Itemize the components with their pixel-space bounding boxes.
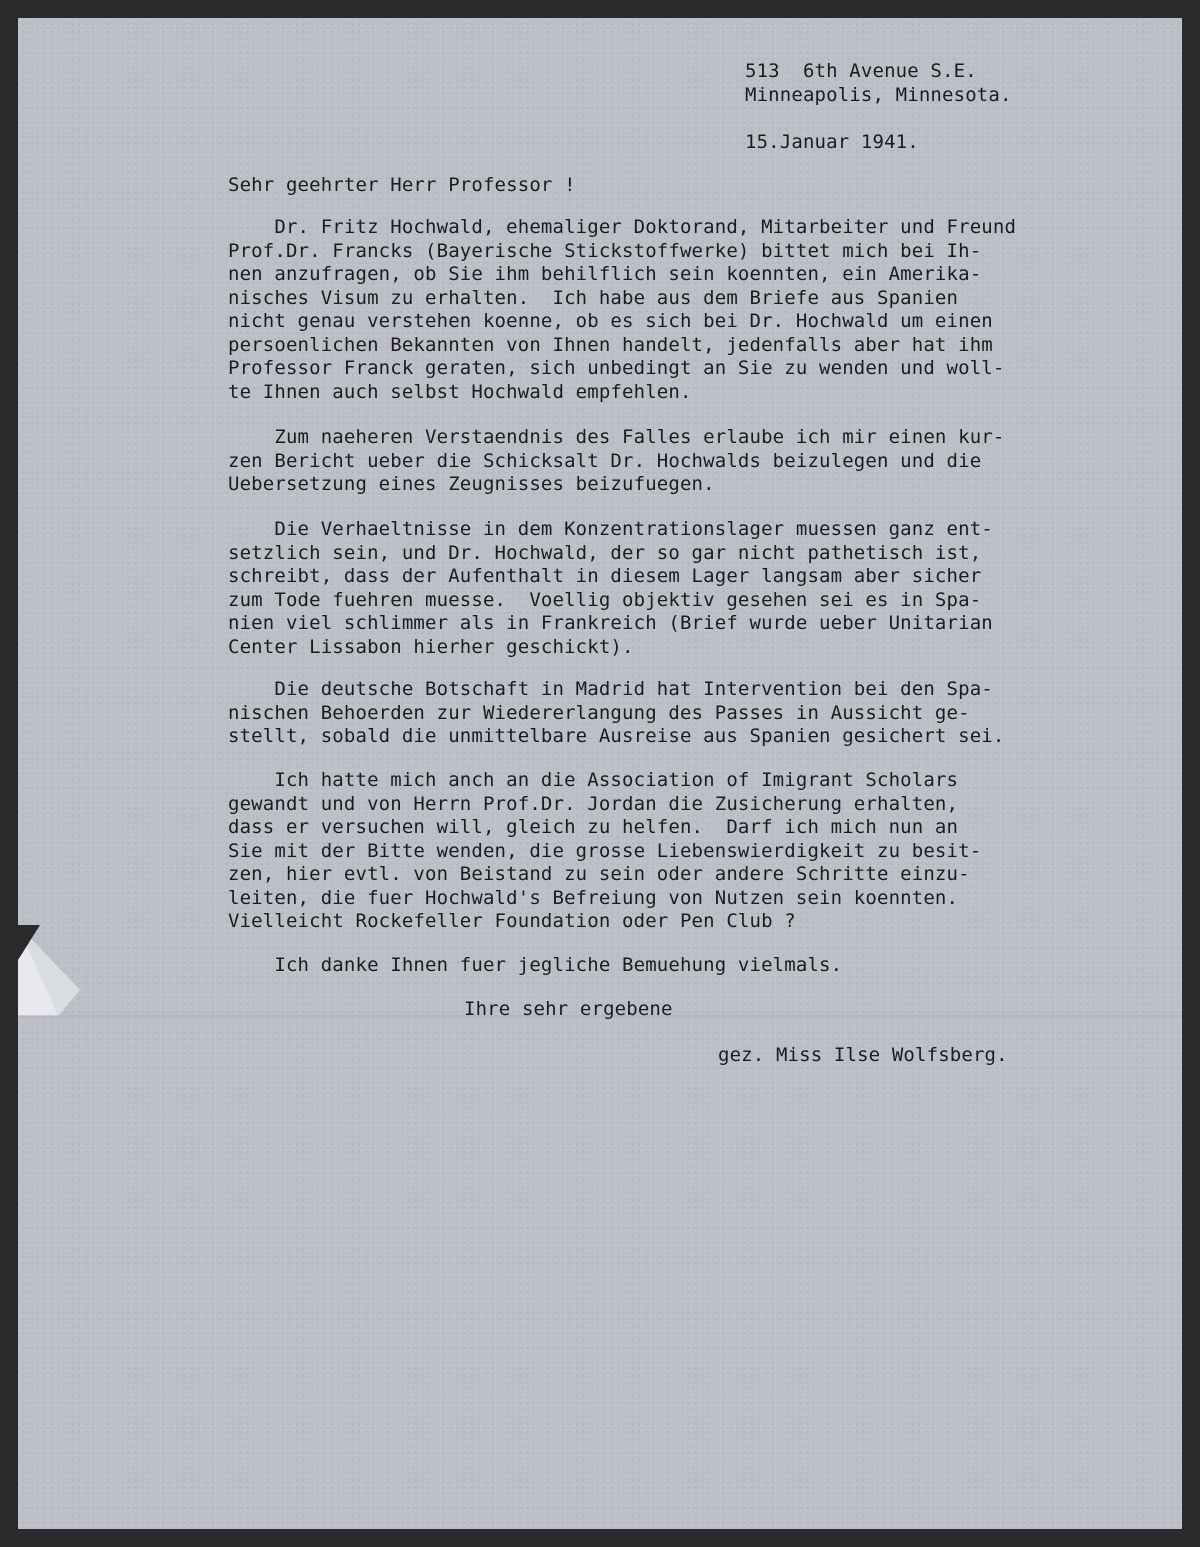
body-line: Die Verhaeltnisse in dem Konzentrationslager muessen ganz ent- [228, 518, 993, 540]
body-line: setzlich sein, und Dr. Hochwald, der so gar nicht pathetisch ist, [228, 541, 982, 564]
body-line: schreibt, dass der Aufenthalt in diesem Lager langsam aber sicher [228, 565, 982, 587]
sender-address [745, 60, 1012, 126]
body-line: Ich danke Ihnen fuer jegliche Bemuehung vielmals. [228, 954, 843, 976]
body-line: dass er versuchen will, gleich zu helfen. Darf ich mich nun an [228, 816, 959, 838]
body-line: persoenlichen Bekannten von Ihnen handelt, jedenfalls aber hat ihm [228, 333, 993, 356]
salutation: Sehr geehrter Herr Professor ! [228, 174, 576, 196]
body-line: Vielleicht Rockefeller Foundation oder Pen Club ? [228, 910, 796, 932]
body-line: gewandt und von Herrn Prof.Dr. Jordan die Zusicherung erhalten, [228, 792, 959, 815]
letter-body [228, 216, 1158, 976]
body-line: nischen Behoerden zur Wiedererlangung des Passes in Aussicht ge- [228, 701, 970, 724]
body-line: nicht genau verstehen koenne, ob es sich bei Dr. Hochwald um einen [228, 310, 993, 332]
body-line: zen Bericht ueber die Schicksalt Dr. Hochwalds beizulegen und die [228, 449, 982, 472]
body-line: Uebersetzung eines Zeugnisses beizufuegen. [228, 473, 715, 495]
closing: Ihre sehr ergebene [464, 998, 673, 1020]
body-line: Professor Franck geraten, sich unbedingt an Sie zu wenden und woll- [228, 357, 1005, 379]
body-line: Zum naeheren Verstaendnis des Falles erlaube ich mir einen kur- [228, 426, 1005, 448]
address-line-1: 513 6th Avenue S.E. [745, 60, 977, 82]
body-line: Dr. Fritz Hochwald, ehemaliger Doktorand, Mitarbeiter und Freund [228, 216, 1017, 238]
body-line: Sie mit der Bitte wenden, die grosse Liebenswierdigkeit zu besit- [228, 839, 982, 862]
body-line: zen, hier evtl. von Beistand zu sein oder andere Schritte einzu- [228, 863, 970, 885]
body-line: nisches Visum zu erhalten. Ich habe aus dem Briefe aus Spanien [228, 286, 959, 309]
address-line-2: Minneapolis, Minnesota. [745, 84, 1012, 106]
body-line: nen anzufragen, ob Sie ihm behilflich sein koennten, ein Amerika- [228, 263, 982, 285]
body-line: Center Lissabon hierher geschickt). [228, 635, 634, 658]
body-line: Ich hatte mich anch an die Association of Imigrant Scholars [228, 769, 959, 791]
body-line: te Ihnen auch selbst Hochwald empfehlen. [228, 380, 692, 403]
body-line: zum Tode fuehren muesse. Voellig objektiv gesehen sei es in Spa- [228, 588, 982, 611]
letter-date: 15.Januar 1941. [745, 131, 919, 153]
body-line: Prof.Dr. Francks (Bayerische Stickstoffwerke) bittet mich bei Ih- [228, 239, 982, 262]
body-line: nien viel schlimmer als in Frankreich (Brief wurde ueber Unitarian [228, 612, 993, 634]
body-line: leiten, die fuer Hochwald's Befreiung von Nutzen sein koennten. [228, 886, 959, 909]
signature: gez. Miss Ilse Wolfsberg. [718, 1044, 1008, 1066]
body-line: Die deutsche Botschaft in Madrid hat Intervention bei den Spa- [228, 678, 993, 700]
body-line: stellt, sobald die unmittelbare Ausreise aus Spanien gesichert sei. [228, 725, 1005, 747]
